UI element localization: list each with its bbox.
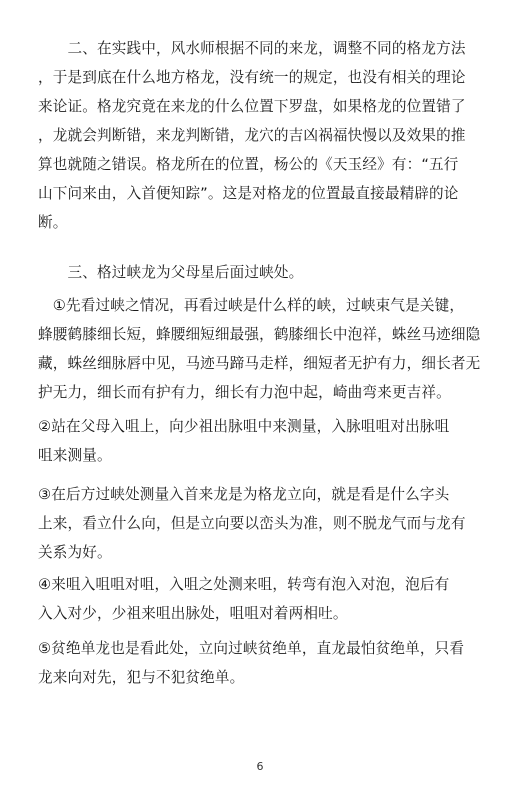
list-item-3 [38,480,484,567]
text-line: 关系为好。 [38,544,112,561]
text-line: 二、在实践中，风水师根据不同的来龙，调整不同的格龙方法 [38,40,466,57]
text-line: ③在后方过峡处测量入首来龙是为格龙立向，就是看是什么字头 [38,486,450,503]
list-item-5 [38,634,484,692]
text-line: ④来咀入咀咀对咀，入咀之处测来咀，转弯有泡入对泡，泡后有 [38,576,450,593]
text-line: ，于是到底在什么地方格龙，没有统一的规定，也没有相关的理论 [38,69,466,86]
text-line: 三、格过峡龙为父母星后面过峡处。 [38,264,304,281]
paragraph-two [38,34,484,237]
text-line: 算也就随之错误。格龙所在的位置，杨公的《天玉经》有：“五行 [38,156,459,173]
text-line: ①先看过峡之情况，再看过峡是什么样的峡，过峡束气是关键， [38,297,465,314]
list-item-1 [38,291,484,407]
text-line: 断。 [38,214,68,231]
page-number: 6 [256,760,264,773]
text-line: 来论证。格龙究竟在来龙的什么位置下罗盘，如果格龙的位置错了 [38,98,466,115]
text-line: 上来，看立什么向，但是立向要以峦头为准，则不脱龙气而与龙有 [38,515,466,532]
text-line: 咀来测量。 [38,447,112,464]
text-line: 护无力，细长而有护有力，细长有力泡中起，崎曲弯来更吉祥。 [38,384,451,401]
text-line: 龙来向对先，犯与不犯贫绝单。 [38,669,245,686]
text-line: 蜂腰鹤膝细长短，蜂腰细短细最强，鹤膝细长中泡祥，蛛丝马迹细隐 [38,326,481,343]
list-item-4 [38,570,484,628]
text-line: ⑤贫绝单龙也是看此处，立向过峡贫绝单，直龙最怕贫绝单，只看 [38,640,465,657]
list-item-2 [38,412,484,470]
text-line: ，龙就会判断错，来龙判断错，龙穴的吉凶祸福快慢以及效果的推 [38,127,466,144]
text-line: ②站在父母入咀上，向少祖出脉咀中来测量，入脉咀咀对出脉咀 [38,418,450,435]
text-line: 入入对少，少祖来咀出脉处，咀咀对着两相吐。 [38,605,348,622]
text-line: 山下问来由，入首便知踪”。这是对格龙的位置最直接最精辟的论 [38,185,459,202]
text-line: 藏，蛛丝细脉唇中见，马迹马蹄马走样，细短者无护有力，细长者无 [38,355,481,372]
paragraph-three-heading [38,258,484,287]
